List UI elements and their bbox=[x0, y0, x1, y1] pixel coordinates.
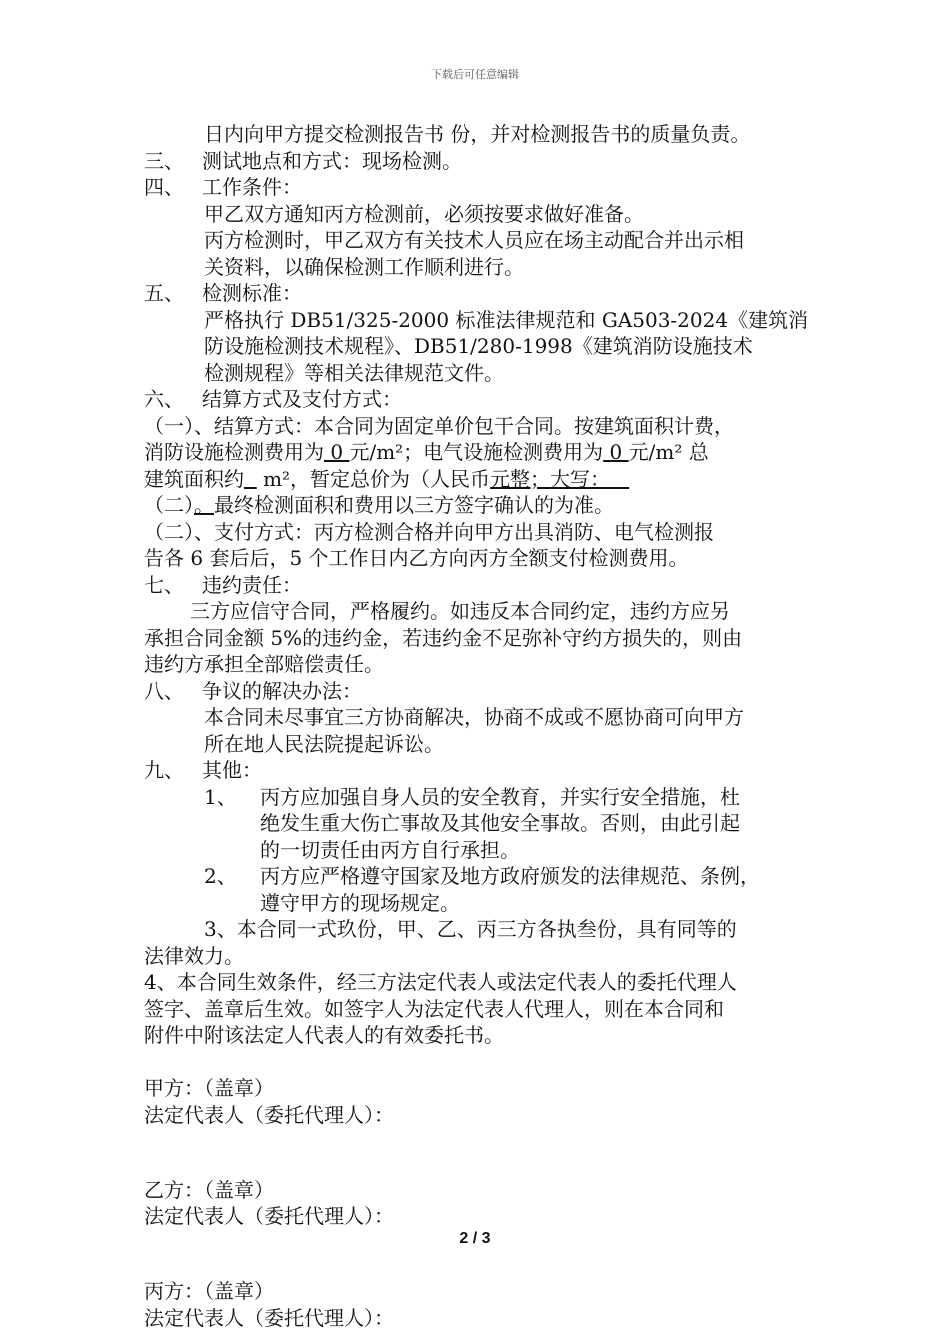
paragraph-line: 严格执行 DB51/325-2000 标准法律规范和 GA503-2024《建筑消 bbox=[204, 307, 809, 332]
area-blank bbox=[244, 467, 257, 491]
section-number: 八、 bbox=[144, 678, 184, 703]
text-segment: 元/m² 总 bbox=[628, 440, 709, 464]
paragraph-line: 违约方承担全部赔偿责任。 bbox=[144, 652, 384, 676]
text-segment: 消防设施检测费用为 bbox=[144, 440, 324, 464]
contract-body bbox=[144, 121, 824, 1331]
text-segment: 元/m²；电气设施检测费用为 bbox=[349, 440, 604, 464]
paragraph-line: 遵守甲方的现场规定。 bbox=[260, 890, 460, 915]
party-c-seal: 丙方：（盖章） bbox=[144, 1279, 274, 1303]
list-item bbox=[144, 863, 824, 890]
text-segment: 最终检测面积和费用以三方签字确认的为准。 bbox=[214, 493, 614, 517]
paragraph-line: 附件中附该法定人代表人的有效委托书。 bbox=[144, 1023, 504, 1047]
paragraph-line: 绝发生重大伤亡事故及其他安全事故。否则，由此引起 bbox=[260, 811, 740, 835]
section-text: 测试地点和方式：现场检测。 bbox=[202, 148, 462, 173]
section-number: 六、 bbox=[144, 387, 184, 411]
text-segment: 丙方应严格遵守国家及地方政府颁发的法律规范、条例， bbox=[260, 864, 760, 888]
section-title: 违约责任： bbox=[202, 572, 302, 597]
section-title: 争议的解决办法： bbox=[202, 678, 362, 703]
section-number: 四、 bbox=[144, 175, 184, 199]
section-title: 检测标准： bbox=[202, 281, 302, 305]
paragraph-line: 法律效力。 bbox=[144, 943, 244, 968]
section-title: 工作条件： bbox=[202, 175, 302, 199]
paragraph-line: 丙方检测时，甲乙双方有关技术人员应在场主动配合并出示相 bbox=[204, 228, 744, 252]
paragraph-line bbox=[144, 439, 824, 466]
text-segment: （二） bbox=[144, 493, 194, 517]
paragraph-line: （一）、结算方式：本合同为固定单价包干合同。按建筑面积计费， bbox=[144, 413, 734, 438]
section-number: 七、 bbox=[144, 572, 184, 597]
text-segment: m²，暂定总价为（人民币 bbox=[256, 466, 491, 491]
paragraph-line: 防设施检测技术规程》、DB51/280-1998《建筑消防设施技术 bbox=[204, 334, 753, 358]
party-c-representative: 法定代表人（委托代理人）： bbox=[144, 1305, 394, 1330]
paragraph-line: 本合同未尽事宜三方协商解决，协商不成或不愿协商可向甲方 bbox=[204, 705, 744, 729]
section-3 bbox=[144, 148, 824, 175]
page-header: 下载后可任意编辑 bbox=[431, 68, 519, 81]
section-number: 五、 bbox=[144, 281, 184, 305]
item-number: 2、 bbox=[204, 864, 237, 888]
page-number: 2 / 3 bbox=[459, 1230, 491, 1247]
section-4-heading bbox=[144, 174, 824, 201]
paragraph-line: 日内向甲方提交检测报告书 份，并对检测报告书的质量负责。 bbox=[204, 122, 751, 146]
party-a-representative: 法定代表人（委托代理人）： bbox=[144, 1102, 394, 1127]
party-b-seal: 乙方：（盖章） bbox=[144, 1177, 274, 1202]
section-9-heading bbox=[144, 757, 824, 784]
paragraph-line: 甲乙双方通知丙方检测前，必须按要求做好准备。 bbox=[204, 201, 644, 226]
paragraph-line bbox=[144, 492, 824, 519]
section-6-heading bbox=[144, 386, 824, 413]
paragraph-line: 关资料，以确保检测工作顺利进行。 bbox=[204, 254, 524, 279]
total-price-blank: 元整；大写： bbox=[490, 466, 611, 491]
text-segment: 。 bbox=[194, 493, 214, 517]
text-segment: 建筑面积约 bbox=[144, 466, 244, 491]
party-a-seal: 甲方：（盖章） bbox=[144, 1076, 274, 1100]
paragraph-line: 的一切责任由丙方自行承担。 bbox=[260, 837, 520, 862]
underline-blank bbox=[610, 467, 629, 491]
party-b-representative: 法定代表人（委托代理人）： bbox=[144, 1204, 394, 1228]
fee-value-fire: 0 bbox=[324, 440, 350, 464]
section-title: 结算方式及支付方式： bbox=[202, 387, 402, 411]
paragraph-line: 签字、盖章后生效。如签字人为法定代表人代理人，则在本合同和 bbox=[144, 996, 724, 1021]
text-segment: 丙方应加强自身人员的安全教育，并实行安全措施，杜 bbox=[260, 784, 740, 809]
section-8-heading bbox=[144, 678, 824, 705]
section-number: 三、 bbox=[144, 148, 184, 173]
paragraph-line: （二）、支付方式：丙方检测合格并向甲方出具消防、电气检测报 bbox=[144, 519, 714, 544]
section-title: 其他： bbox=[202, 758, 262, 782]
paragraph-line: 承担合同金额 5%的违约金，若违约金不足弥补守约方损失的，则由 bbox=[144, 625, 743, 650]
paragraph-line: 告各 6 套后后，5 个工作日内乙方向丙方全额支付检测费用。 bbox=[144, 546, 689, 570]
section-number: 九、 bbox=[144, 758, 184, 782]
item-number: 1、 bbox=[204, 784, 237, 809]
paragraph-line: 4、本合同生效条件，经三方法定代表人或法定代表人的委托代理人 bbox=[144, 970, 737, 994]
section-5-heading bbox=[144, 280, 824, 307]
list-item bbox=[144, 784, 824, 811]
fee-value-electric: 0 bbox=[603, 440, 629, 464]
paragraph-line: 3、本合同一式玖份，甲、乙、丙三方各执叁份，具有同等的 bbox=[204, 917, 737, 941]
paragraph-line bbox=[144, 466, 824, 493]
paragraph-line: 检测规程》等相关法律规范文件。 bbox=[204, 360, 504, 385]
paragraph-line: 三方应信守合同，严格履约。如违反本合同约定，违约方应另 bbox=[190, 599, 730, 623]
paragraph-line: 所在地人民法院提起诉讼。 bbox=[204, 731, 444, 756]
section-7-heading bbox=[144, 572, 824, 599]
